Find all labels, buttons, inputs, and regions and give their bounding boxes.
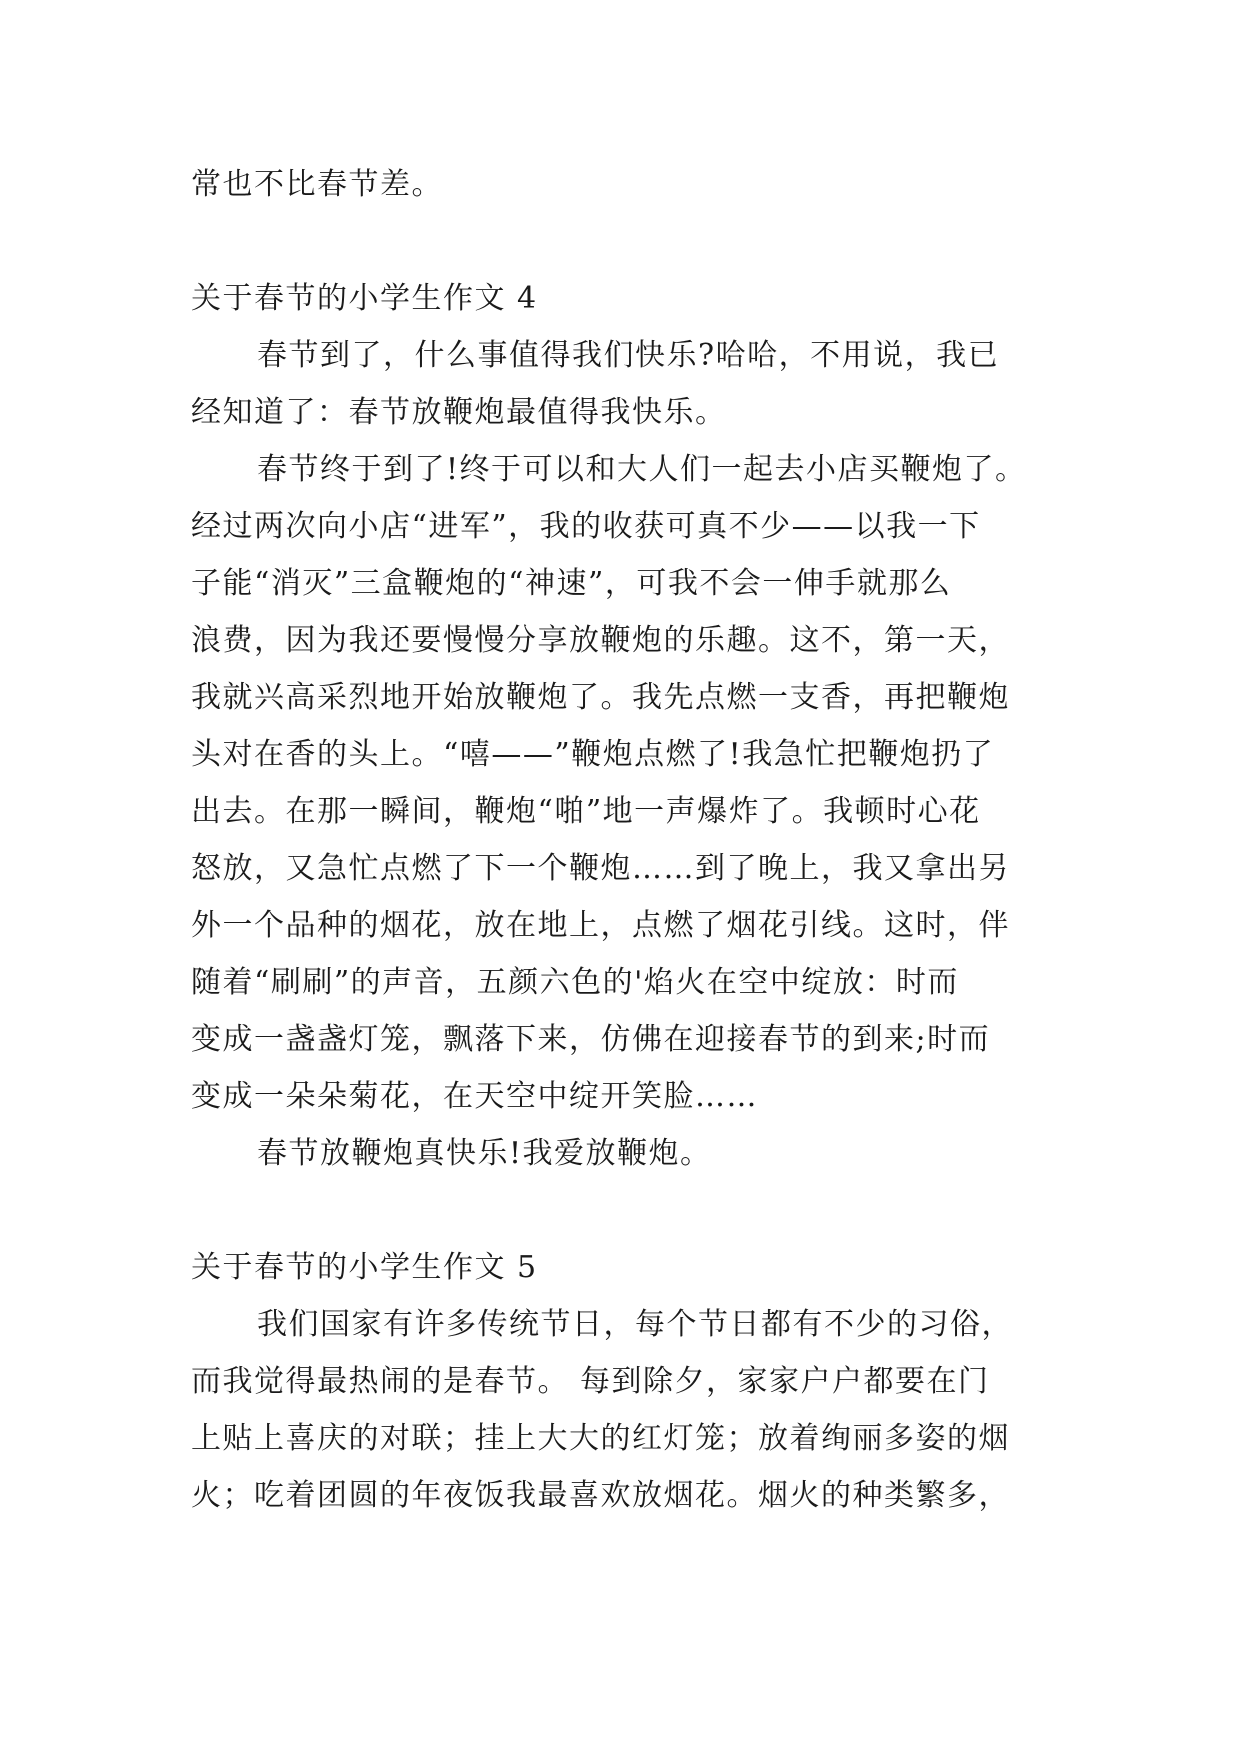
continuation-line: 常也不比春节差。 [191,167,443,202]
essay-4-paragraph-3-line: 春节放鞭炮真快乐!我爱放鞭炮。 [257,1136,712,1171]
essay-4-paragraph-2-line: 头对在香的头上。“嘻——”鞭炮点燃了!我急忙把鞭炮扔了 [191,737,995,772]
essay-4-paragraph-2-line: 怒放，又急忙点燃了下一个鞭炮……到了晚上，我又拿出另 [191,851,1010,886]
essay-4-paragraph-2-line: 经过两次向小店“进军”，我的收获可真不少——以我一下 [191,509,981,544]
essay-4-paragraph-2-line: 出去。在那一瞬间，鞭炮“啪”地一声爆炸了。我顿时心花 [191,794,981,829]
essay-4-paragraph-2-line: 变成一朵朵菊花，在天空中绽开笑脸…… [191,1079,758,1114]
essay-4-paragraph-2-line: 外一个品种的烟花，放在地上，点燃了烟花引线。这时，伴 [191,908,1010,943]
essay-4-paragraph-2-line: 我就兴高采烈地开始放鞭炮了。我先点燃一支香，再把鞭炮 [191,680,1010,715]
section-gap [191,1182,1071,1239]
text-column [191,156,1071,1524]
essay-5-paragraph-1-line: 上贴上喜庆的对联；挂上大大的红灯笼；放着绚丽多姿的烟 [191,1421,1010,1456]
essay-5-paragraph-1-line: 火；吃着团圆的年夜饭我最喜欢放烟花。烟火的种类繁多， [191,1478,1010,1513]
essay-4-paragraph-1-line: 经知道了：春节放鞭炮最值得我快乐。 [191,395,727,430]
section-gap [191,213,1071,270]
essay-4-paragraph-2-line: 春节终于到了!终于可以和大人们一起去小店买鞭炮了。 [257,452,1027,487]
essay-4-paragraph-2-line: 子能“消灭”三盒鞭炮的“神速”，可我不会一伸手就那么 [191,566,952,601]
essay-4-heading: 关于春节的小学生作文 4 [191,281,538,316]
essay-4-paragraph-2-line: 随着“刷刷”的声音，五颜六色的'焰火在空中绽放：时而 [191,965,959,1000]
essay-5-paragraph-1-line: 而我觉得最热闹的是春节。 每到除夕，家家户户都要在门 [191,1364,990,1399]
essay-5-heading: 关于春节的小学生作文 5 [191,1250,538,1285]
essay-5-paragraph-1-line: 我们国家有许多传统节日，每个节日都有不少的习俗， [257,1307,1013,1342]
essay-4-paragraph-2-line: 变成一盏盏灯笼，飘落下来，仿佛在迎接春节的到来;时而 [191,1022,991,1057]
essay-4-paragraph-1-line: 春节到了，什么事值得我们快乐?哈哈，不用说，我已 [257,338,1000,373]
essay-4-paragraph-2-line: 浪费，因为我还要慢慢分享放鞭炮的乐趣。这不，第一天， [191,623,1010,658]
